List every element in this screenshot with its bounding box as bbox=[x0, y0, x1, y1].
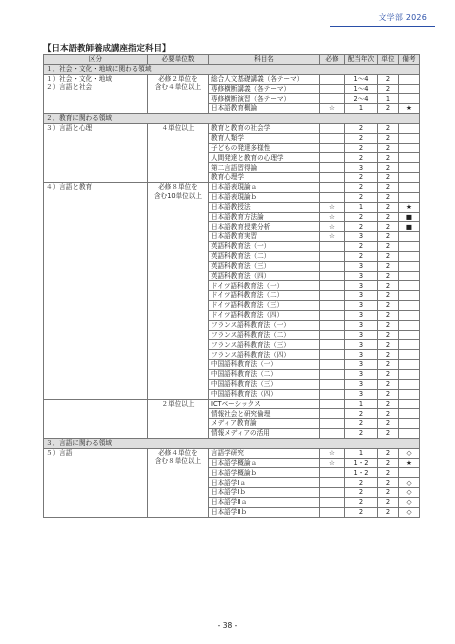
course-name: 日本語学概論ａ bbox=[209, 458, 320, 468]
credit-units: 2 bbox=[378, 320, 399, 330]
note-mark bbox=[399, 133, 420, 143]
note-mark bbox=[399, 271, 420, 281]
credit-units: 2 bbox=[378, 202, 399, 212]
compulsory-mark bbox=[320, 370, 345, 380]
compulsory-mark bbox=[320, 242, 345, 252]
assigned-year: 2 bbox=[345, 497, 378, 507]
course-name: メディア教育論 bbox=[209, 419, 320, 429]
note-mark: ◇ bbox=[399, 448, 420, 458]
assigned-year: 2 bbox=[345, 429, 378, 439]
note-mark bbox=[399, 350, 420, 360]
category-line: ２）言語と社会 bbox=[46, 83, 93, 92]
required-units-line: 必修４単位を bbox=[158, 448, 198, 457]
course-name: ドイツ語科教育法（二） bbox=[209, 291, 320, 301]
assigned-year: 2 bbox=[345, 222, 378, 232]
col-header-compulsory: 必修 bbox=[320, 55, 345, 65]
compulsory-mark bbox=[320, 192, 345, 202]
compulsory-mark bbox=[320, 389, 345, 399]
assigned-year: 3 bbox=[345, 389, 378, 399]
assigned-year: 2 bbox=[345, 242, 378, 252]
note-mark bbox=[399, 281, 420, 291]
credit-units: 2 bbox=[378, 458, 399, 468]
credit-units: 2 bbox=[378, 429, 399, 439]
assigned-year: 2 bbox=[345, 419, 378, 429]
table-row bbox=[44, 74, 420, 84]
section-label: ２．教育に関わる領域 bbox=[44, 114, 420, 124]
assigned-year: 2 bbox=[345, 212, 378, 222]
note-mark: ■ bbox=[399, 212, 420, 222]
assigned-year: 2 bbox=[345, 478, 378, 488]
category-cell bbox=[44, 448, 148, 517]
assigned-year: 2 bbox=[345, 182, 378, 192]
note-mark bbox=[399, 409, 420, 419]
credit-units: 2 bbox=[378, 478, 399, 488]
course-name: 中国語科教育法（二） bbox=[209, 370, 320, 380]
credit-units: 2 bbox=[378, 163, 399, 173]
required-units-cell bbox=[148, 399, 209, 438]
compulsory-mark bbox=[320, 163, 345, 173]
credit-units: 2 bbox=[378, 173, 399, 183]
section-row bbox=[44, 438, 420, 448]
assigned-year: 3 bbox=[345, 340, 378, 350]
note-mark bbox=[399, 389, 420, 399]
note-mark bbox=[399, 320, 420, 330]
credit-units: 2 bbox=[378, 350, 399, 360]
credit-units: 2 bbox=[378, 222, 399, 232]
credit-units: 2 bbox=[378, 153, 399, 163]
compulsory-mark bbox=[320, 301, 345, 311]
credit-units: 2 bbox=[378, 468, 399, 478]
course-name: 専修横断講義（各テーマ） bbox=[209, 84, 320, 94]
assigned-year: 3 bbox=[345, 163, 378, 173]
compulsory-mark bbox=[320, 497, 345, 507]
compulsory-mark: ☆ bbox=[320, 222, 345, 232]
compulsory-mark bbox=[320, 133, 345, 143]
assigned-year: 3 bbox=[345, 291, 378, 301]
note-mark: ◇ bbox=[399, 507, 420, 517]
course-name: 中国語科教育法（一） bbox=[209, 360, 320, 370]
course-name: ドイツ語科教育法（三） bbox=[209, 301, 320, 311]
note-mark: ◇ bbox=[399, 488, 420, 498]
note-mark: ◇ bbox=[399, 497, 420, 507]
course-name: 情報メディアの活用 bbox=[209, 429, 320, 439]
assigned-year: 1・2 bbox=[345, 458, 378, 468]
compulsory-mark: ☆ bbox=[320, 448, 345, 458]
compulsory-mark bbox=[320, 379, 345, 389]
category-cell bbox=[44, 74, 148, 113]
required-units-line: 含む10単位以上 bbox=[154, 191, 202, 200]
note-mark bbox=[399, 261, 420, 271]
note-mark bbox=[399, 74, 420, 84]
note-mark: ★ bbox=[399, 458, 420, 468]
compulsory-mark bbox=[320, 330, 345, 340]
col-header-year: 配当年次 bbox=[345, 55, 378, 65]
credit-units: 2 bbox=[378, 271, 399, 281]
required-units-line: 必修８単位を bbox=[158, 182, 198, 191]
assigned-year: 3 bbox=[345, 281, 378, 291]
course-name: 言語学研究 bbox=[209, 448, 320, 458]
compulsory-mark bbox=[320, 291, 345, 301]
course-name: フランス語科教育法（二） bbox=[209, 330, 320, 340]
credit-units: 2 bbox=[378, 133, 399, 143]
credit-units: 2 bbox=[378, 84, 399, 94]
course-name: 人間発達と教育の心理学 bbox=[209, 153, 320, 163]
compulsory-mark bbox=[320, 468, 345, 478]
category-cell bbox=[44, 399, 148, 438]
compulsory-mark bbox=[320, 74, 345, 84]
note-mark bbox=[399, 163, 420, 173]
compulsory-mark: ☆ bbox=[320, 104, 345, 114]
credit-units: 2 bbox=[378, 399, 399, 409]
course-name: 英語科教育法（二） bbox=[209, 251, 320, 261]
note-mark bbox=[399, 84, 420, 94]
course-name: 英語科教育法（一） bbox=[209, 242, 320, 252]
header-rule bbox=[330, 26, 435, 27]
course-name: フランス語科教育法（一） bbox=[209, 320, 320, 330]
assigned-year: 2 bbox=[345, 173, 378, 183]
note-mark bbox=[399, 182, 420, 192]
section-row bbox=[44, 114, 420, 124]
section-row bbox=[44, 64, 420, 74]
assigned-year: 1～4 bbox=[345, 74, 378, 84]
compulsory-mark bbox=[320, 261, 345, 271]
note-mark bbox=[399, 143, 420, 153]
assigned-year: 3 bbox=[345, 271, 378, 281]
assigned-year: 1・2 bbox=[345, 468, 378, 478]
credit-units: 2 bbox=[378, 74, 399, 84]
course-name: 日本語学概論ｂ bbox=[209, 468, 320, 478]
col-header-course-name: 科目名 bbox=[209, 55, 320, 65]
assigned-year: 3 bbox=[345, 301, 378, 311]
course-name: 子どもの発達多様性 bbox=[209, 143, 320, 153]
note-mark bbox=[399, 301, 420, 311]
category-line: １）社会・文化・地域 bbox=[46, 74, 112, 83]
assigned-year: 1 bbox=[345, 202, 378, 212]
assigned-year: 2 bbox=[345, 153, 378, 163]
course-name: ICTベーシックス bbox=[209, 399, 320, 409]
assigned-year: 3 bbox=[345, 379, 378, 389]
credit-units: 2 bbox=[378, 251, 399, 261]
col-header-required-units: 必要単位数 bbox=[148, 55, 209, 65]
compulsory-mark bbox=[320, 153, 345, 163]
assigned-year: 2 bbox=[345, 133, 378, 143]
category-line: ３）言語と心理 bbox=[46, 123, 93, 132]
compulsory-mark bbox=[320, 507, 345, 517]
compulsory-mark bbox=[320, 182, 345, 192]
note-mark bbox=[399, 419, 420, 429]
assigned-year: 2 bbox=[345, 507, 378, 517]
course-name: 教育人類学 bbox=[209, 133, 320, 143]
credit-units: 2 bbox=[378, 448, 399, 458]
course-name: 日本語学Ⅰａ bbox=[209, 478, 320, 488]
assigned-year: 3 bbox=[345, 261, 378, 271]
course-name: 日本語学Ⅱｂ bbox=[209, 507, 320, 517]
category-cell bbox=[44, 182, 148, 399]
table-body bbox=[44, 64, 420, 517]
assigned-year: 1 bbox=[345, 104, 378, 114]
assigned-year: 2 bbox=[345, 251, 378, 261]
compulsory-mark bbox=[320, 94, 345, 104]
credit-units: 1 bbox=[378, 94, 399, 104]
course-name: 専修横断演習（各テーマ） bbox=[209, 94, 320, 104]
credit-units: 2 bbox=[378, 497, 399, 507]
table-title: 【日本語教師養成講座指定科目】 bbox=[43, 44, 171, 54]
required-units-cell bbox=[148, 182, 209, 399]
note-mark bbox=[399, 232, 420, 242]
note-mark: ◇ bbox=[399, 478, 420, 488]
required-units-cell bbox=[148, 448, 209, 517]
course-name: 日本語表現論ｂ bbox=[209, 192, 320, 202]
credit-units: 2 bbox=[378, 340, 399, 350]
category-line: ５）言語 bbox=[46, 448, 73, 457]
compulsory-mark bbox=[320, 173, 345, 183]
section-label: ３．言語に関わる領域 bbox=[44, 438, 420, 448]
course-name: 英語科教育法（三） bbox=[209, 261, 320, 271]
credit-units: 2 bbox=[378, 389, 399, 399]
compulsory-mark bbox=[320, 419, 345, 429]
compulsory-mark bbox=[320, 429, 345, 439]
category-cell bbox=[44, 123, 148, 182]
note-mark bbox=[399, 379, 420, 389]
assigned-year: 3 bbox=[345, 360, 378, 370]
assigned-year: 3 bbox=[345, 232, 378, 242]
compulsory-mark bbox=[320, 251, 345, 261]
col-header-kubun: 区分 bbox=[44, 55, 148, 65]
credit-units: 2 bbox=[378, 379, 399, 389]
course-name: ドイツ語科教育法（一） bbox=[209, 281, 320, 291]
required-units-line: ２単位以上 bbox=[161, 399, 195, 408]
category-line: ４）言語と教育 bbox=[46, 182, 93, 191]
compulsory-mark bbox=[320, 281, 345, 291]
note-mark bbox=[399, 360, 420, 370]
page-number: - 38 - bbox=[217, 621, 238, 630]
course-name: 日本語教育方法論 bbox=[209, 212, 320, 222]
course-name: フランス語科教育法（四） bbox=[209, 350, 320, 360]
note-mark bbox=[399, 330, 420, 340]
course-name: ドイツ語科教育法（四） bbox=[209, 310, 320, 320]
note-mark bbox=[399, 192, 420, 202]
course-name: フランス語科教育法（三） bbox=[209, 340, 320, 350]
compulsory-mark bbox=[320, 123, 345, 133]
course-name: 総合人文基礎講義（各テーマ） bbox=[209, 74, 320, 84]
note-mark: ★ bbox=[399, 104, 420, 114]
note-mark bbox=[399, 291, 420, 301]
credit-units: 2 bbox=[378, 370, 399, 380]
compulsory-mark bbox=[320, 271, 345, 281]
compulsory-mark: ☆ bbox=[320, 232, 345, 242]
table-row bbox=[44, 448, 420, 458]
assigned-year: 2 bbox=[345, 488, 378, 498]
compulsory-mark bbox=[320, 350, 345, 360]
credit-units: 2 bbox=[378, 143, 399, 153]
course-name: 日本語学Ⅱａ bbox=[209, 497, 320, 507]
table-row bbox=[44, 123, 420, 133]
course-name: 教育心理学 bbox=[209, 173, 320, 183]
note-mark bbox=[399, 399, 420, 409]
compulsory-mark: ☆ bbox=[320, 458, 345, 468]
required-units-cell bbox=[148, 74, 209, 113]
credit-units: 2 bbox=[378, 301, 399, 311]
assigned-year: 3 bbox=[345, 310, 378, 320]
course-name: 中国語科教育法（四） bbox=[209, 389, 320, 399]
compulsory-mark bbox=[320, 488, 345, 498]
credit-units: 2 bbox=[378, 281, 399, 291]
assigned-year: 2 bbox=[345, 123, 378, 133]
table-row bbox=[44, 399, 420, 409]
credit-units: 2 bbox=[378, 182, 399, 192]
course-name: 中国語科教育法（三） bbox=[209, 379, 320, 389]
compulsory-mark bbox=[320, 399, 345, 409]
table-row bbox=[44, 182, 420, 192]
assigned-year: 2 bbox=[345, 192, 378, 202]
credit-units: 2 bbox=[378, 360, 399, 370]
note-mark bbox=[399, 173, 420, 183]
course-name: 第二言語習得論 bbox=[209, 163, 320, 173]
col-header-units: 単位 bbox=[378, 55, 399, 65]
required-units-cell bbox=[148, 123, 209, 182]
course-name: 教育と教育の社会学 bbox=[209, 123, 320, 133]
credit-units: 2 bbox=[378, 409, 399, 419]
course-table bbox=[43, 54, 420, 518]
compulsory-mark bbox=[320, 409, 345, 419]
note-mark: ■ bbox=[399, 222, 420, 232]
note-mark bbox=[399, 340, 420, 350]
compulsory-mark bbox=[320, 340, 345, 350]
credit-units: 2 bbox=[378, 419, 399, 429]
course-name: 日本語教授法 bbox=[209, 202, 320, 212]
col-header-notes: 備考 bbox=[399, 55, 420, 65]
course-name: 英語科教育法（四） bbox=[209, 271, 320, 281]
compulsory-mark: ☆ bbox=[320, 202, 345, 212]
credit-units: 2 bbox=[378, 123, 399, 133]
assigned-year: 2 bbox=[345, 409, 378, 419]
assigned-year: 3 bbox=[345, 350, 378, 360]
compulsory-mark bbox=[320, 360, 345, 370]
credit-units: 2 bbox=[378, 330, 399, 340]
note-mark bbox=[399, 123, 420, 133]
credit-units: 2 bbox=[378, 192, 399, 202]
assigned-year: 3 bbox=[345, 330, 378, 340]
credit-units: 2 bbox=[378, 242, 399, 252]
course-name: 日本語教育概論 bbox=[209, 104, 320, 114]
credit-units: 2 bbox=[378, 232, 399, 242]
credit-units: 2 bbox=[378, 488, 399, 498]
course-name: 日本語表現論ａ bbox=[209, 182, 320, 192]
credit-units: 2 bbox=[378, 291, 399, 301]
required-units-line: 必修２単位を bbox=[158, 74, 198, 83]
compulsory-mark: ☆ bbox=[320, 212, 345, 222]
required-units-line: 含む４単位以上 bbox=[154, 83, 202, 92]
compulsory-mark bbox=[320, 84, 345, 94]
note-mark bbox=[399, 153, 420, 163]
credit-units: 2 bbox=[378, 310, 399, 320]
credit-units: 2 bbox=[378, 212, 399, 222]
section-label: １．社会・文化・地域に関わる領域 bbox=[44, 64, 420, 74]
assigned-year: 1 bbox=[345, 448, 378, 458]
course-name: 日本語学Ⅰｂ bbox=[209, 488, 320, 498]
credit-units: 2 bbox=[378, 104, 399, 114]
note-mark bbox=[399, 251, 420, 261]
compulsory-mark bbox=[320, 478, 345, 488]
note-mark bbox=[399, 310, 420, 320]
compulsory-mark bbox=[320, 310, 345, 320]
note-mark bbox=[399, 94, 420, 104]
course-name: 日本語教育実習 bbox=[209, 232, 320, 242]
note-mark bbox=[399, 370, 420, 380]
required-units-line: ４単位以上 bbox=[161, 123, 195, 132]
credit-units: 2 bbox=[378, 261, 399, 271]
credit-units: 2 bbox=[378, 507, 399, 517]
assigned-year: 2 bbox=[345, 143, 378, 153]
course-name: 情報社会と研究倫理 bbox=[209, 409, 320, 419]
department-header: 文学部 2026 bbox=[378, 13, 427, 22]
assigned-year: 1～4 bbox=[345, 84, 378, 94]
assigned-year: 3 bbox=[345, 320, 378, 330]
note-mark bbox=[399, 242, 420, 252]
course-name: 日本語教育授業分析 bbox=[209, 222, 320, 232]
compulsory-mark bbox=[320, 143, 345, 153]
note-mark: ★ bbox=[399, 202, 420, 212]
required-units-line: 含む８単位以上 bbox=[154, 457, 202, 466]
table-header-row bbox=[44, 55, 420, 65]
assigned-year: 1 bbox=[345, 399, 378, 409]
note-mark bbox=[399, 429, 420, 439]
compulsory-mark bbox=[320, 320, 345, 330]
assigned-year: 2～4 bbox=[345, 94, 378, 104]
assigned-year: 3 bbox=[345, 370, 378, 380]
note-mark bbox=[399, 468, 420, 478]
